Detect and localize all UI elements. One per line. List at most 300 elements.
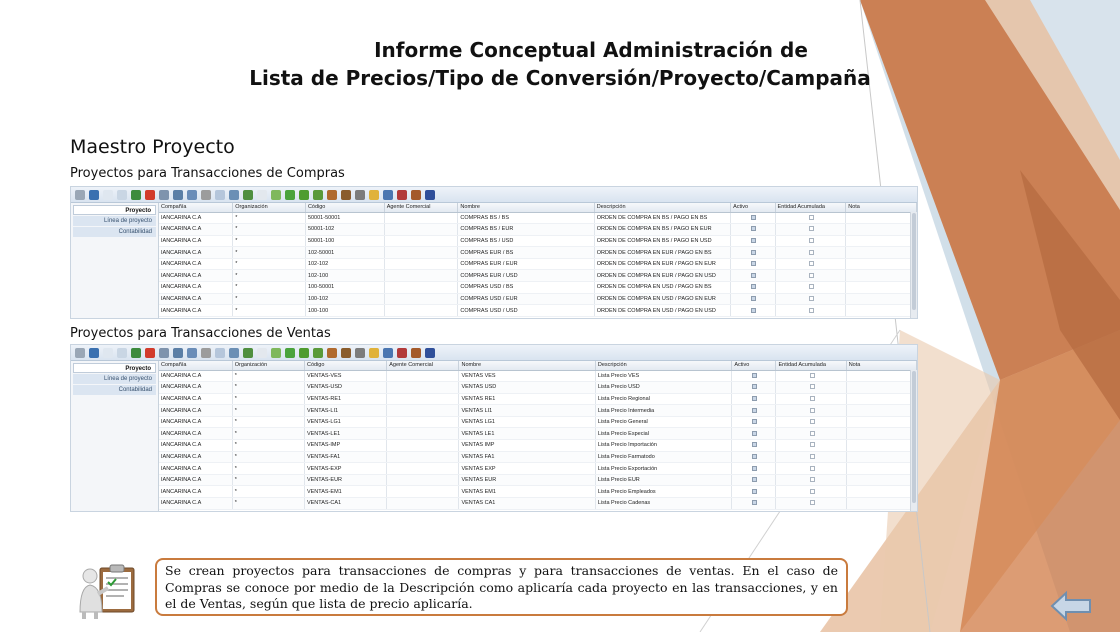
column-header[interactable]: Agente Comercial [387, 361, 459, 370]
summary-entity-checkbox[interactable] [809, 250, 814, 255]
table-cell [384, 282, 458, 294]
column-header[interactable]: Código [305, 203, 384, 212]
summary-entity-checkbox[interactable] [809, 308, 814, 313]
table-cell: IANCARINA C.A [159, 282, 233, 294]
summary-entity-checkbox[interactable] [810, 384, 815, 389]
table-cell: * [232, 393, 304, 405]
active-checkbox[interactable] [752, 419, 757, 424]
summary-cell [775, 305, 846, 317]
note-cell [846, 293, 917, 305]
summary-entity-checkbox[interactable] [810, 454, 815, 459]
note-cell [846, 382, 916, 394]
active-cell [731, 212, 775, 224]
active-checkbox[interactable] [751, 226, 756, 231]
table-row[interactable] [159, 440, 917, 452]
table-cell [387, 428, 459, 440]
active-checkbox[interactable] [751, 238, 756, 243]
table-row[interactable] [159, 293, 917, 305]
active-cell [732, 382, 776, 394]
ignore-icon[interactable] [75, 348, 85, 358]
summary-cell [776, 451, 846, 463]
table-cell [387, 393, 459, 405]
summary-entity-checkbox[interactable] [809, 226, 814, 231]
active-checkbox[interactable] [752, 477, 757, 482]
table-cell: Lista Precio USD [595, 382, 731, 394]
column-header[interactable]: Organización [233, 203, 306, 212]
table-cell [387, 405, 459, 417]
active-cell [732, 463, 776, 475]
table-row[interactable] [159, 224, 917, 236]
history-icon[interactable] [229, 348, 239, 358]
table-row[interactable] [159, 463, 917, 475]
last-icon[interactable] [313, 190, 323, 200]
save-new-icon[interactable] [159, 190, 169, 200]
active-cell [731, 235, 775, 247]
note-cell [846, 370, 916, 382]
tab-l-nea-de-proyecto[interactable]: Línea de proyecto [73, 374, 156, 384]
table-cell: IANCARINA C.A [159, 498, 232, 510]
note-cell [846, 428, 916, 440]
note-cell [846, 405, 916, 417]
workflow-icon[interactable] [397, 190, 407, 200]
help-icon[interactable] [89, 190, 99, 200]
table-cell: Lista Precio VES [595, 370, 731, 382]
active-cell [732, 498, 776, 510]
column-header[interactable]: Agente Comercial [384, 203, 458, 212]
table-cell: VENTAS-EUR [304, 474, 386, 486]
tab-proyecto[interactable]: Proyecto [73, 205, 156, 215]
active-cell [732, 428, 776, 440]
summary-entity-checkbox[interactable] [810, 408, 815, 413]
summary-entity-checkbox[interactable] [809, 238, 814, 243]
table-cell: 100-100 [305, 305, 384, 317]
table-cell: IANCARINA C.A [159, 416, 232, 428]
scrollbar-thumb[interactable] [912, 213, 916, 310]
table-cell: IANCARINA C.A [159, 270, 233, 282]
attachment-icon[interactable] [201, 190, 211, 200]
vertical-scrollbar[interactable] [910, 212, 917, 318]
table-cell: VENTAS-FA1 [304, 451, 386, 463]
table-cell: VENTAS-RE1 [304, 393, 386, 405]
column-header[interactable]: Activo [731, 203, 775, 212]
summary-cell [775, 258, 846, 270]
sales-grid-screenshot [70, 344, 918, 512]
summary-cell [776, 474, 846, 486]
refresh-icon[interactable] [173, 348, 183, 358]
note-cell [846, 282, 917, 294]
new-icon[interactable] [103, 348, 113, 358]
note-cell [846, 474, 916, 486]
active-cell [731, 224, 775, 236]
explanation-callout [155, 558, 848, 616]
table-row[interactable] [159, 247, 917, 259]
summary-entity-checkbox[interactable] [810, 419, 815, 424]
project-table [159, 361, 917, 510]
table-cell: Lista Precio Intermedia [595, 405, 731, 417]
active-cell [732, 405, 776, 417]
active-checkbox[interactable] [752, 454, 757, 459]
table-cell: * [233, 270, 306, 282]
table-row[interactable] [159, 382, 917, 394]
summary-entity-checkbox[interactable] [810, 396, 815, 401]
table-cell: * [232, 405, 304, 417]
product-icon[interactable] [425, 348, 435, 358]
archive-icon[interactable] [341, 190, 351, 200]
vertical-scrollbar[interactable] [910, 370, 917, 511]
table-row[interactable] [159, 258, 917, 270]
table-row[interactable] [159, 428, 917, 440]
table-cell: ORDEN DE COMPRA EN EUR / PAGO EN EUR [594, 258, 730, 270]
chat-icon[interactable] [215, 348, 225, 358]
table-cell: * [233, 224, 306, 236]
translate-icon[interactable] [411, 348, 421, 358]
table-cell: IANCARINA C.A [159, 305, 233, 317]
table-cell: ORDEN DE COMPRA EN BS / PAGO EN BS [594, 212, 730, 224]
column-header[interactable]: Descripción [595, 361, 731, 370]
table-cell [387, 463, 459, 475]
summary-entity-checkbox[interactable] [810, 442, 815, 447]
project-grid [159, 203, 917, 318]
slide-title-line-2: Lista de Precios/Tipo de Conversión/Proyecto/Campaña [249, 66, 871, 90]
summary-cell [776, 486, 846, 498]
table-cell: Lista Precio General [595, 416, 731, 428]
table-cell: VENTAS-LI1 [304, 405, 386, 417]
active-checkbox[interactable] [752, 431, 757, 436]
lock-icon[interactable] [369, 190, 379, 200]
summary-entity-checkbox[interactable] [810, 500, 815, 505]
zoom-icon[interactable] [383, 348, 393, 358]
active-checkbox[interactable] [752, 408, 757, 413]
table-cell: ORDEN DE COMPRA EN EUR / PAGO EN BS [594, 247, 730, 259]
tab-contabilidad[interactable]: Contabilidad [73, 385, 156, 395]
zoom-icon[interactable] [383, 190, 393, 200]
summary-cell [775, 270, 846, 282]
table-cell: VENTAS FA1 [459, 451, 595, 463]
active-cell [731, 270, 775, 282]
note-cell [846, 305, 917, 317]
table-cell: * [232, 463, 304, 475]
active-checkbox[interactable] [752, 500, 757, 505]
active-checkbox[interactable] [752, 489, 757, 494]
summary-entity-checkbox[interactable] [809, 215, 814, 220]
next-icon[interactable] [285, 348, 295, 358]
summary-cell [775, 224, 846, 236]
table-cell [387, 382, 459, 394]
note-cell [846, 247, 917, 259]
column-header[interactable]: Entidad Acumulada [775, 203, 846, 212]
note-cell [846, 393, 916, 405]
summary-entity-checkbox[interactable] [810, 477, 815, 482]
tab-proyecto[interactable]: Proyecto [73, 363, 156, 373]
table-cell: VENTAS LE1 [459, 428, 595, 440]
table-row[interactable] [159, 393, 917, 405]
copy-icon[interactable] [117, 190, 127, 200]
summary-entity-checkbox[interactable] [809, 261, 814, 266]
table-cell: Lista Precio Empleados [595, 486, 731, 498]
table-row[interactable] [159, 370, 917, 382]
table-cell: VENTAS-USD [304, 382, 386, 394]
summary-cell [776, 393, 846, 405]
column-header[interactable]: Descripción [594, 203, 730, 212]
product-icon[interactable] [425, 190, 435, 200]
table-cell [384, 212, 458, 224]
table-cell: VENTAS RE1 [459, 393, 595, 405]
active-checkbox[interactable] [751, 273, 756, 278]
active-cell [732, 370, 776, 382]
table-row[interactable] [159, 416, 917, 428]
column-header[interactable]: Compañía [159, 361, 232, 370]
delete-icon[interactable] [145, 190, 155, 200]
detail-icon[interactable] [299, 190, 309, 200]
lock-icon[interactable] [369, 348, 379, 358]
active-cell [732, 416, 776, 428]
active-checkbox[interactable] [752, 373, 757, 378]
slide-title [200, 36, 920, 92]
summary-entity-checkbox[interactable] [809, 284, 814, 289]
table-cell: * [233, 212, 306, 224]
summary-entity-checkbox[interactable] [810, 489, 815, 494]
active-cell [731, 258, 775, 270]
new-icon[interactable] [103, 190, 113, 200]
table-cell: * [233, 247, 306, 259]
table-cell: 50001-100 [305, 235, 384, 247]
active-cell [732, 486, 776, 498]
clipboard-person-icon [76, 562, 140, 620]
column-header[interactable]: Compañía [159, 203, 233, 212]
scrollbar-thumb[interactable] [912, 371, 916, 503]
table-cell: IANCARINA C.A [159, 440, 232, 452]
active-cell [731, 305, 775, 317]
save-new-icon[interactable] [159, 348, 169, 358]
table-cell: * [232, 416, 304, 428]
note-cell [846, 451, 916, 463]
archive-icon[interactable] [341, 348, 351, 358]
active-checkbox[interactable] [752, 396, 757, 401]
table-cell: * [233, 305, 306, 317]
home-icon[interactable] [243, 348, 253, 358]
table-row[interactable] [159, 235, 917, 247]
summary-cell [776, 370, 846, 382]
table-cell: COMPRAS BS / BS [458, 212, 594, 224]
table-row[interactable] [159, 282, 917, 294]
table-cell: VENTAS IMP [459, 440, 595, 452]
previous-icon[interactable] [271, 348, 281, 358]
active-cell [732, 393, 776, 405]
table-cell: IANCARINA C.A [159, 382, 232, 394]
copy-icon[interactable] [117, 348, 127, 358]
table-cell [384, 247, 458, 259]
table-cell: COMPRAS EUR / EUR [458, 258, 594, 270]
table-cell [387, 474, 459, 486]
table-cell [384, 305, 458, 317]
table-cell: * [233, 293, 306, 305]
note-cell [846, 416, 916, 428]
note-cell [846, 270, 917, 282]
column-header[interactable]: Nota [846, 361, 916, 370]
table-cell: COMPRAS USD / USD [458, 305, 594, 317]
active-checkbox[interactable] [751, 261, 756, 266]
summary-entity-checkbox[interactable] [810, 431, 815, 436]
note-cell [846, 486, 916, 498]
print-icon[interactable] [355, 348, 365, 358]
active-checkbox[interactable] [751, 308, 756, 313]
table-cell: VENTAS CA1 [459, 498, 595, 510]
detail-icon[interactable] [299, 348, 309, 358]
chat-icon[interactable] [215, 190, 225, 200]
table-cell: ORDEN DE COMPRA EN EUR / PAGO EN USD [594, 270, 730, 282]
sales-subtitle: Proyectos para Transacciones de Ventas [70, 326, 331, 341]
previous-icon[interactable] [271, 190, 281, 200]
parent-icon[interactable] [257, 190, 267, 200]
table-cell: * [232, 382, 304, 394]
table-cell [384, 258, 458, 270]
summary-cell [776, 428, 846, 440]
purchases-subtitle: Proyectos para Transacciones de Compras [70, 166, 345, 181]
help-icon[interactable] [89, 348, 99, 358]
table-cell: IANCARINA C.A [159, 451, 232, 463]
parent-icon[interactable] [257, 348, 267, 358]
window-toolbar [71, 187, 917, 203]
active-checkbox[interactable] [751, 250, 756, 255]
note-cell [846, 258, 917, 270]
active-cell [731, 293, 775, 305]
active-cell [732, 440, 776, 452]
column-header[interactable]: Nombre [459, 361, 595, 370]
table-cell: * [233, 258, 306, 270]
active-checkbox[interactable] [751, 284, 756, 289]
column-header[interactable]: Entidad Acumulada [776, 361, 846, 370]
table-cell: Lista Precio EUR [595, 474, 731, 486]
table-cell: Lista Precio Especial [595, 428, 731, 440]
active-cell [732, 474, 776, 486]
table-cell: VENTAS USD [459, 382, 595, 394]
table-cell: VENTAS-EXP [304, 463, 386, 475]
table-cell: VENTAS EUR [459, 474, 595, 486]
next-icon[interactable] [285, 190, 295, 200]
table-cell: * [233, 235, 306, 247]
table-row[interactable] [159, 486, 917, 498]
slide-title-line-1: Informe Conceptual Administración de [374, 38, 808, 62]
table-cell: COMPRAS EUR / BS [458, 247, 594, 259]
table-cell: * [232, 440, 304, 452]
table-cell: * [232, 474, 304, 486]
project-grid [159, 361, 917, 511]
table-row[interactable] [159, 305, 917, 317]
project-table [159, 203, 917, 317]
summary-entity-checkbox[interactable] [809, 273, 814, 278]
ignore-icon[interactable] [75, 190, 85, 200]
active-checkbox[interactable] [752, 442, 757, 447]
note-cell [846, 463, 916, 475]
table-row[interactable] [159, 498, 917, 510]
report-icon[interactable] [327, 348, 337, 358]
table-cell: 102-100 [305, 270, 384, 282]
find-icon[interactable] [187, 348, 197, 358]
note-cell [846, 498, 916, 510]
table-cell: * [232, 486, 304, 498]
table-row[interactable] [159, 212, 917, 224]
table-cell: VENTAS VES [459, 370, 595, 382]
summary-entity-checkbox[interactable] [810, 373, 815, 378]
summary-entity-checkbox[interactable] [809, 296, 814, 301]
summary-cell [776, 498, 846, 510]
table-cell: ORDEN DE COMPRA EN USD / PAGO EN EUR [594, 293, 730, 305]
active-checkbox[interactable] [752, 384, 757, 389]
table-cell [384, 293, 458, 305]
column-header[interactable]: Código [304, 361, 386, 370]
table-cell [384, 224, 458, 236]
column-header[interactable]: Nota [846, 203, 917, 212]
table-cell: COMPRAS EUR / USD [458, 270, 594, 282]
table-cell: VENTAS EXP [459, 463, 595, 475]
active-cell [731, 282, 775, 294]
table-cell: 100-50001 [305, 282, 384, 294]
table-cell: VENTAS EM1 [459, 486, 595, 498]
table-row[interactable] [159, 474, 917, 486]
active-checkbox[interactable] [751, 215, 756, 220]
table-cell [387, 440, 459, 452]
table-cell: IANCARINA C.A [159, 258, 233, 270]
attachment-icon[interactable] [201, 348, 211, 358]
summary-entity-checkbox[interactable] [810, 466, 815, 471]
table-cell: IANCARINA C.A [159, 486, 232, 498]
last-icon[interactable] [313, 348, 323, 358]
table-cell: Lista Precio Importación [595, 440, 731, 452]
table-cell: IANCARINA C.A [159, 212, 233, 224]
table-cell: IANCARINA C.A [159, 370, 232, 382]
find-icon[interactable] [187, 190, 197, 200]
table-row[interactable] [159, 270, 917, 282]
table-cell: IANCARINA C.A [159, 405, 232, 417]
report-icon[interactable] [327, 190, 337, 200]
save-icon[interactable] [131, 348, 141, 358]
home-icon[interactable] [243, 190, 253, 200]
table-cell: 50001-102 [305, 224, 384, 236]
column-header[interactable]: Organización [232, 361, 304, 370]
delete-icon[interactable] [145, 348, 155, 358]
table-cell: VENTAS-VES [304, 370, 386, 382]
tab-contabilidad[interactable]: Contabilidad [73, 227, 156, 237]
table-row[interactable] [159, 451, 917, 463]
table-cell: Lista Precio Farmatodo [595, 451, 731, 463]
workflow-icon[interactable] [397, 348, 407, 358]
table-cell: ORDEN DE COMPRA EN USD / PAGO EN USD [594, 305, 730, 317]
table-cell: Lista Precio Exportación [595, 463, 731, 475]
table-cell: 50001-50001 [305, 212, 384, 224]
active-checkbox[interactable] [751, 296, 756, 301]
active-checkbox[interactable] [752, 466, 757, 471]
summary-cell [776, 405, 846, 417]
table-cell: VENTAS-CA1 [304, 498, 386, 510]
print-icon[interactable] [355, 190, 365, 200]
explanation-text: Se crean proyectos para transacciones de compras y para transacciones de ventas. En el caso de Compras se conoce por medio de la Descripción como aplicaría cada proyecto en las transacciones, y en el de Ventas, según que lista de precio aplicaría. [165, 563, 838, 611]
save-icon[interactable] [131, 190, 141, 200]
table-cell: * [232, 451, 304, 463]
translate-icon[interactable] [411, 190, 421, 200]
table-row[interactable] [159, 405, 917, 417]
tab-l-nea-de-proyecto[interactable]: Línea de proyecto [73, 216, 156, 226]
refresh-icon[interactable] [173, 190, 183, 200]
window-toolbar [71, 345, 917, 361]
back-arrow-icon[interactable] [1050, 590, 1092, 622]
table-cell: 100-102 [305, 293, 384, 305]
purchases-grid-screenshot [70, 186, 918, 319]
active-cell [732, 451, 776, 463]
table-cell: COMPRAS USD / EUR [458, 293, 594, 305]
column-header[interactable]: Activo [732, 361, 776, 370]
history-icon[interactable] [229, 190, 239, 200]
column-header[interactable]: Nombre [458, 203, 594, 212]
